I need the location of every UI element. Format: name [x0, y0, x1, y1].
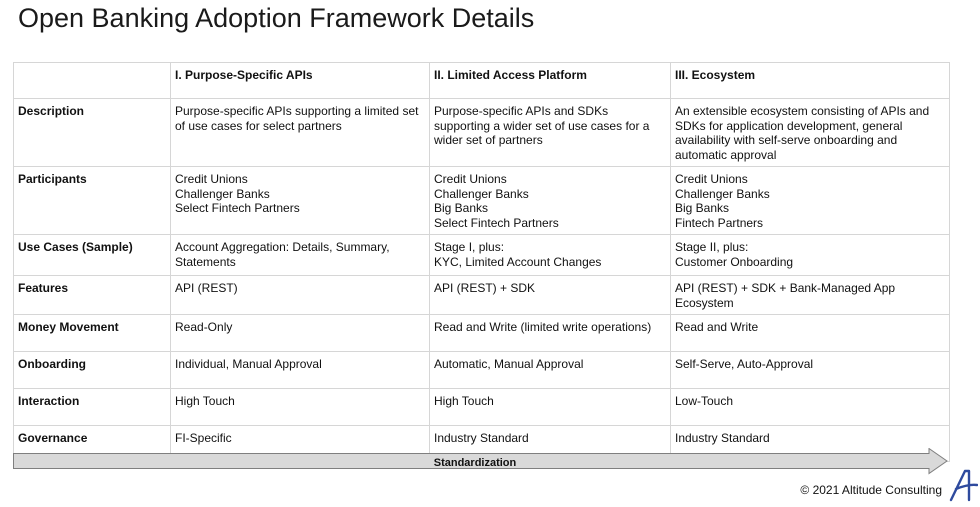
cell-text: Low-Touch	[675, 394, 734, 408]
cell-text: Individual, Manual Approval	[175, 357, 322, 371]
table-cell	[671, 389, 950, 426]
table-cell	[671, 276, 950, 315]
cell-text: Select Fintech Partners	[434, 215, 559, 230]
table-cell	[171, 389, 430, 426]
cell-text: Big Banks	[434, 201, 489, 215]
cell-text: Challenger Banks	[434, 186, 529, 201]
table-cell	[171, 315, 430, 352]
table-cell	[171, 167, 430, 235]
corner-cell	[14, 63, 171, 99]
cell-text: API (REST)	[175, 281, 238, 295]
table-cell	[430, 276, 671, 315]
page-title: Open Banking Adoption Framework Details	[18, 3, 535, 33]
cell-text: Stage II, plus:	[675, 240, 749, 254]
table-row	[14, 389, 950, 426]
row-label: Onboarding	[14, 352, 171, 389]
cell-text: Read and Write	[675, 320, 759, 334]
cell-text: Automatic, Manual Approval	[434, 357, 584, 371]
table-row	[14, 315, 950, 352]
cell-text: Industry Standard	[434, 431, 529, 445]
cell-text: An extensible ecosystem consisting of APIs and SDKs for application development, general availability with self-serve onboarding and automatic approval	[675, 104, 930, 162]
table-row	[14, 99, 950, 167]
table-header-row	[14, 63, 950, 99]
arrow-label: Standardization	[433, 457, 517, 469]
cell-text: Stage I, plus:	[434, 240, 505, 254]
cell-text: Purpose-specific APIs and SDKs supporting a wider set of use cases for a wider set of partners	[434, 104, 650, 147]
table-row	[14, 167, 950, 235]
table-cell	[671, 167, 950, 235]
table-cell	[430, 389, 671, 426]
column-header-stage-1: I. Purpose-Specific APIs	[171, 63, 430, 99]
table-cell	[430, 99, 671, 167]
cell-text: Purpose-specific APIs supporting a limited set of use cases for select partners	[175, 104, 419, 133]
cell-text: Industry Standard	[675, 431, 770, 445]
cell-text: API (REST) + SDK + Bank-Managed App Ecosystem	[675, 281, 896, 310]
row-label: Participants	[14, 167, 171, 235]
cell-text: High Touch	[175, 394, 235, 408]
cell-text: Fintech Partners	[675, 215, 764, 230]
table-cell	[671, 315, 950, 352]
cell-text: FI-Specific	[175, 431, 232, 445]
row-label: Use Cases (Sample)	[14, 235, 171, 276]
column-header-stage-3: III. Ecosystem	[671, 63, 950, 99]
cell-text: Self-Serve, Auto-Approval	[675, 357, 814, 371]
cell-text: API (REST) + SDK	[434, 281, 536, 295]
table-cell	[430, 315, 671, 352]
cell-text: Credit Unions	[175, 172, 248, 186]
table-row	[14, 235, 950, 276]
table-cell	[171, 352, 430, 389]
table-cell	[171, 235, 430, 276]
table-cell	[671, 99, 950, 167]
row-label: Features	[14, 276, 171, 315]
column-header-stage-2: II. Limited Access Platform	[430, 63, 671, 99]
cell-text: Read-Only	[175, 320, 233, 334]
cell-text: Challenger Banks	[175, 186, 270, 201]
table-cell	[671, 352, 950, 389]
cell-text: Credit Unions	[434, 172, 507, 186]
altitude-logo-icon	[948, 468, 978, 507]
row-label: Description	[14, 99, 171, 167]
cell-text: KYC, Limited Account Changes	[434, 254, 602, 269]
cell-text: Credit Unions	[675, 172, 748, 186]
row-label: Interaction	[14, 389, 171, 426]
row-label: Governance	[14, 426, 171, 462]
table-cell	[671, 235, 950, 276]
cell-text: Account Aggregation: Details, Summary, Statements	[175, 240, 390, 269]
cell-text: Challenger Banks	[675, 186, 770, 201]
table-cell	[171, 276, 430, 315]
table-cell	[430, 352, 671, 389]
cell-text: Read and Write (limited write operations)	[434, 320, 652, 334]
cell-text: Select Fintech Partners	[175, 201, 300, 215]
table-row	[14, 276, 950, 315]
cell-text: Big Banks	[675, 201, 730, 215]
standardization-arrow	[13, 448, 949, 476]
cell-text: High Touch	[434, 394, 494, 408]
framework-table	[13, 62, 950, 462]
row-label: Money Movement	[14, 315, 171, 352]
table-cell	[430, 167, 671, 235]
table-cell	[430, 235, 671, 276]
table-row	[14, 352, 950, 389]
table-cell	[171, 99, 430, 167]
cell-text: Customer Onboarding	[675, 254, 794, 269]
copyright-text: © 2021 Altitude Consulting	[800, 483, 942, 497]
